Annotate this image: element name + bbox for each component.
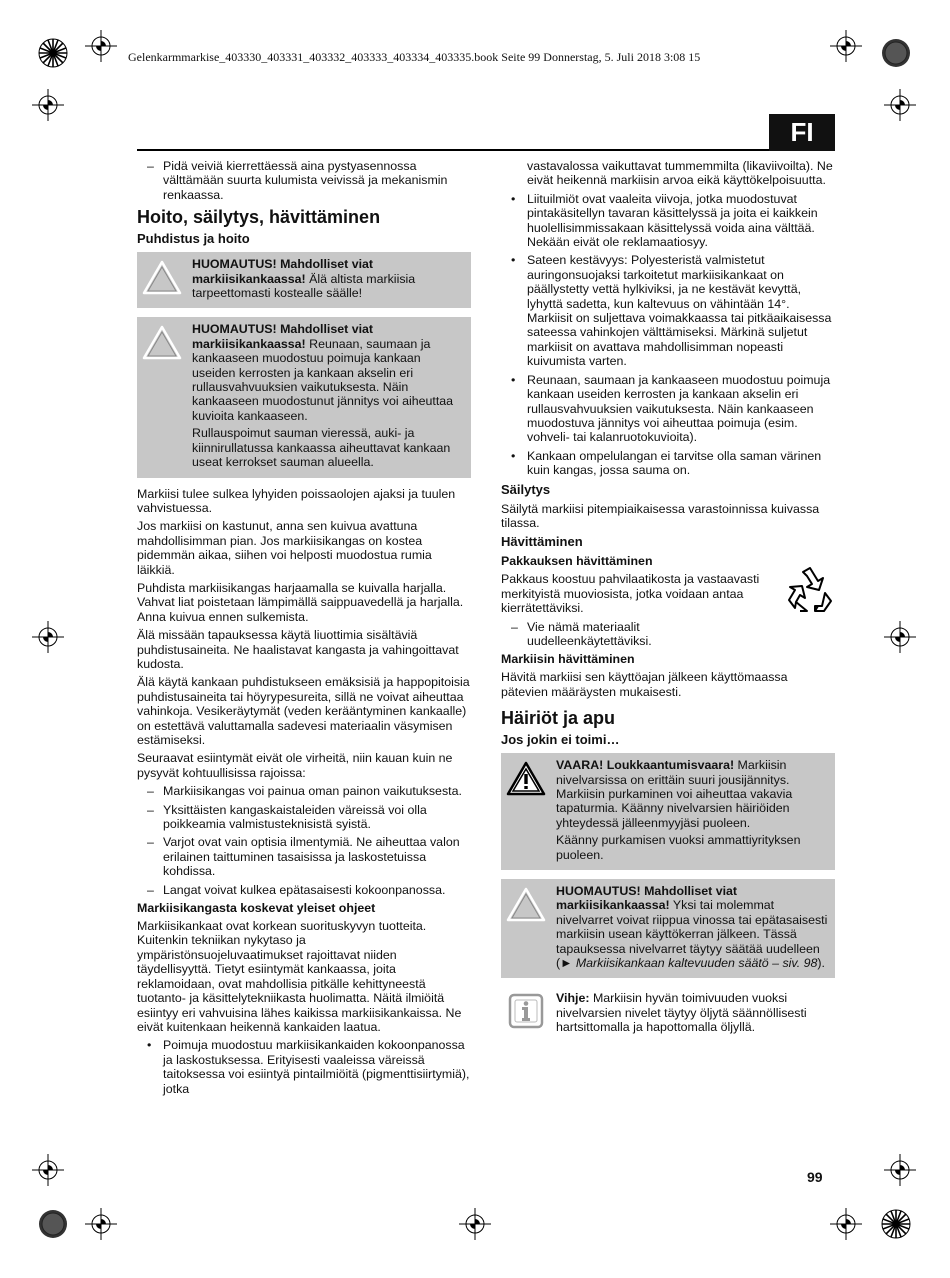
bullet-item: • Poimuja muodostuu markiisikankaiden kokoonpanossa ja laskostuksessa. Erityisesti vaaleissa väreissä taitoksessa voi esiintyä pintailmiöitä (pigmenttisiirtymiä), jotka xyxy=(137,1038,471,1096)
packaging-block xyxy=(501,572,835,648)
subheading-disposal: Hävittäminen xyxy=(501,534,583,550)
bullet-item: • Sateen kestävyys: Polyesteristä valmistetut auringonsuojaksi tarkoitetut markiisikankaat on päällystetty vettä hylkiviksi, ja ne kestävät kevyttä, lyhyttä sadetta, kun kaltevuus on vähintään 14°. Markiisit on suljettava voimakkaassa tai pitkäaikaisessa sateessa vahinkojen välttämiseksi. Märkinä suljetut markiisit on avattava mahdollisimman nopeasti kuivumista varten. xyxy=(501,253,835,368)
danger-paragraph: Käänny purkamisen vuoksi ammattiyrityksen puoleen. xyxy=(556,833,801,862)
subheading-general: Markiisikangasta koskevat yleiset ohjeet xyxy=(137,901,376,916)
notice-text: Älä altista markiisia tarpeettomasti kostealle säälle! xyxy=(192,271,416,301)
info-icon xyxy=(508,993,544,1029)
danger-text: Markiisin nivelvarsissa on erittäin suuri jousijännitys. Markiisin purkaminen voi aiheuttaa vakavia tapaturmia. Käänny nivelvarsien häiriöiden yhteydessä jälleenmyyjäsi puoleen. xyxy=(556,758,793,830)
list-item: – Varjot ovat vain optisia ilmentymiä. Ne aiheuttaa valon erilainen taittuminen tasaisissa ja laskostetuissa kohdissa. xyxy=(137,835,471,878)
bullet-continuation: vastavalossa vaikuttavat tummemmilta (likaviivoilta). Ne eivät heikennä markiisin arvoa eikä käyttökelpoisuutta. xyxy=(527,159,833,188)
notice-box-folds xyxy=(137,317,471,477)
list-item: – Langat voivat kulkea epätasaisesti kokoonpanossa. xyxy=(137,883,471,897)
subheading-awning-disposal: Markiisin hävittäminen xyxy=(501,652,635,667)
list-item: – Markiisikangas voi painua oman painon vaikutuksesta. xyxy=(137,784,471,798)
cross-reference-suffix: ). xyxy=(817,956,825,971)
section-heading-care: Hoito, säilytys, hävittäminen xyxy=(137,207,381,228)
tip-box xyxy=(501,987,835,1042)
subheading-cleaning: Puhdistus ja hoito xyxy=(137,231,250,247)
tip-text: Markiisin hyvän toimivuuden vuoksi nivelvarsien nivelet täytyy öljytä säännöllisesti hartsittomalla ja hapottomalla öljyllä. xyxy=(556,991,807,1035)
bullet-item: • Kankaan ompelulangan ei tarvitse olla saman värinen kuin kangas, jossa sauma on. xyxy=(501,449,835,478)
notice-title: HUOMAUTUS! Mahdolliset viat markiisikankaassa! xyxy=(192,257,374,286)
paragraph: Markiisikankaat ovat korkean suorituskyvyn tuotteita. Kuitenkin tekniikan nykytaso ja ympäristönsuojeluvaatimukset rajoittavat niiden täydellisyyttä. Tietyt esiintymät kankaassa, joita reklamoidaan, ovat mahdollisia pitkälle kehittyneestä tuotanto- ja käsittelytekniikasta huolimatta. Näitä ilmiöitä esiintyy eri vahvuisina lähes kaikissa markiisikankaissa. Ne eivät kuitenkaan heikennä kankaiden laatua. xyxy=(137,919,462,1034)
paragraph: Hävitä markiisi sen käyttöajan jälkeen käyttömaassa pätevien määräysten mukaisesti. xyxy=(501,670,788,699)
file-header-line: Gelenkarmmarkise_403330_403331_403332_403333_403334_403335.book Seite 99 Donnerstag, 5. Juli 2018 3:08 15 xyxy=(128,50,701,64)
bullet-item: • Liituilmiöt ovat vaaleita viivoja, jotka muodostuvat pintakäsitellyn tavaran käsittelyssä ja joita ei kaikkein huolellisimmissakaan käsittelyssä voida aina välttää. Nekään eivät ole reklamaatiosyy. xyxy=(501,192,835,250)
bullet-item: • Reunaan, saumaan ja kankaaseen muodostuu poimuja kankaan useiden kerrosten ja kankaan akselin eri rullausvahvuuksien vaikutuksesta. Näin kankaaseen muodostuva jännitys voi aiheuttaa poimuja (esim. vohveli- tai kalanruotokuvioita). xyxy=(501,373,835,445)
subheading-storage: Säilytys xyxy=(501,481,551,497)
notice-title: HUOMAUTUS! Mahdolliset viat markiisikankaassa! xyxy=(192,322,374,351)
paragraph: Markiisi tulee sulkea lyhyiden poissaolojen ajaksi ja tuulen vahvistuessa. xyxy=(137,486,456,515)
list-item: – Yksittäisten kangaskaistaleiden väreissä voi olla poikkeamia valmistusteknisistä syistä. xyxy=(137,803,471,832)
paragraph: Pakkaus koostuu pahvilaatikosta ja vastaavasti merkityistä muoviosista, jotka voidaan antaa kierrätettäviksi. xyxy=(501,572,760,616)
notice-text: Yksi tai molemmat nivelvarret voivat riippua vinossa tai epätasaisesti markiisin usean käyttökerran jälkeen. Tässä tapauksessa nivelvarret täytyy säätää uudelleen xyxy=(556,898,828,956)
header-rule xyxy=(137,149,769,151)
subheading-packaging: Pakkauksen hävittäminen xyxy=(501,554,653,569)
danger-triangle-icon xyxy=(506,761,546,797)
notice-box-moisture xyxy=(137,252,471,308)
page-number: 99 xyxy=(807,1169,823,1185)
danger-title: VAARA! Loukkaantumisvaara! xyxy=(556,758,735,773)
subheading-if-not-working: Jos jokin ei toimi… xyxy=(501,732,620,748)
paragraph: Jos markiisi on kastunut, anna sen kuivua avattuna mahdollisimman pian. Jos markiisikangas on kostea pidemmän aikaa, siihen voi helposti muodostua rumia läikkiä. xyxy=(137,519,432,577)
notice-box-arms xyxy=(501,879,835,978)
list-item: – Vie nämä materiaalit uudelleenkäytettäviksi. xyxy=(501,620,763,649)
paragraph: Älä missään tapauksessa käytä liuottimia sisältäviä puhdistusaineita. Ne haalistavat kangasta ja vahingoittavat kudosta. xyxy=(137,628,459,671)
cross-reference-arrow: (► xyxy=(556,956,576,971)
notice-paragraph: Rullauspoimut sauman vieressä, auki- ja kiinnirullatussa kankaassa aiheuttavat kankaan useat kerrokset sauman alueella. xyxy=(192,426,451,470)
paragraph: Puhdista markiisikangas harjaamalla se kuivalla harjalla. Vahvat liat poistetaan lämpimällä saippuavedellä ja harjalla. Anna kuivua ennen sulkemista. xyxy=(137,580,464,624)
recycling-icon xyxy=(785,566,835,614)
notice-title: HUOMAUTUS! Mahdolliset viat markiisikankaassa! xyxy=(556,884,738,913)
cross-reference-link[interactable]: Markiisikankaan kaltevuuden säätö – siv. 98 xyxy=(575,956,818,971)
intro-dash-item: – Pidä veiviä kierrettäessä aina pystyasennossa välttämään suurta kulumista veivissä ja mekanismin renkaassa. xyxy=(137,159,471,202)
warning-triangle-icon xyxy=(142,325,182,361)
notice-text: Reunaan, saumaan ja kankaaseen muodostuu poimuja kankaan useiden kerrosten ja kankaan akselin eri rullausvahvuuksien vaikutuksesta. Näin kankaaseen muodostunut jännitys voi aiheuttaa kuvioita kankaaseen. xyxy=(192,336,454,423)
language-tab: FI xyxy=(769,114,835,151)
paragraph: Säilytä markiisi pitempiaikaisessa varastoinnissa kuivassa tilassa. xyxy=(501,501,820,530)
warning-triangle-icon xyxy=(142,260,182,296)
danger-box xyxy=(501,753,835,870)
section-heading-trouble: Häiriöt ja apu xyxy=(501,708,616,729)
warning-triangle-icon xyxy=(506,887,546,923)
left-column xyxy=(137,159,471,1100)
paragraph: Älä käytä kankaan puhdistukseen emäksisiä ja happopitoisia puhdistusaineita tai höyrypesureita, sillä ne voivat aiheuttaa vahinkoja. Vesikeräytymät (veden kerääntyminen kankaalle) on estettävä valuttamalla sadevesi materiaalin väsymisen estämiseksi. xyxy=(137,675,470,747)
paragraph: Seuraavat esiintymät eivät ole virheitä, niin kauan kuin ne pysyvät kohtuullisissa rajoissa: xyxy=(137,751,453,780)
tip-title: Vihje: xyxy=(556,991,590,1006)
right-column xyxy=(501,159,835,1047)
